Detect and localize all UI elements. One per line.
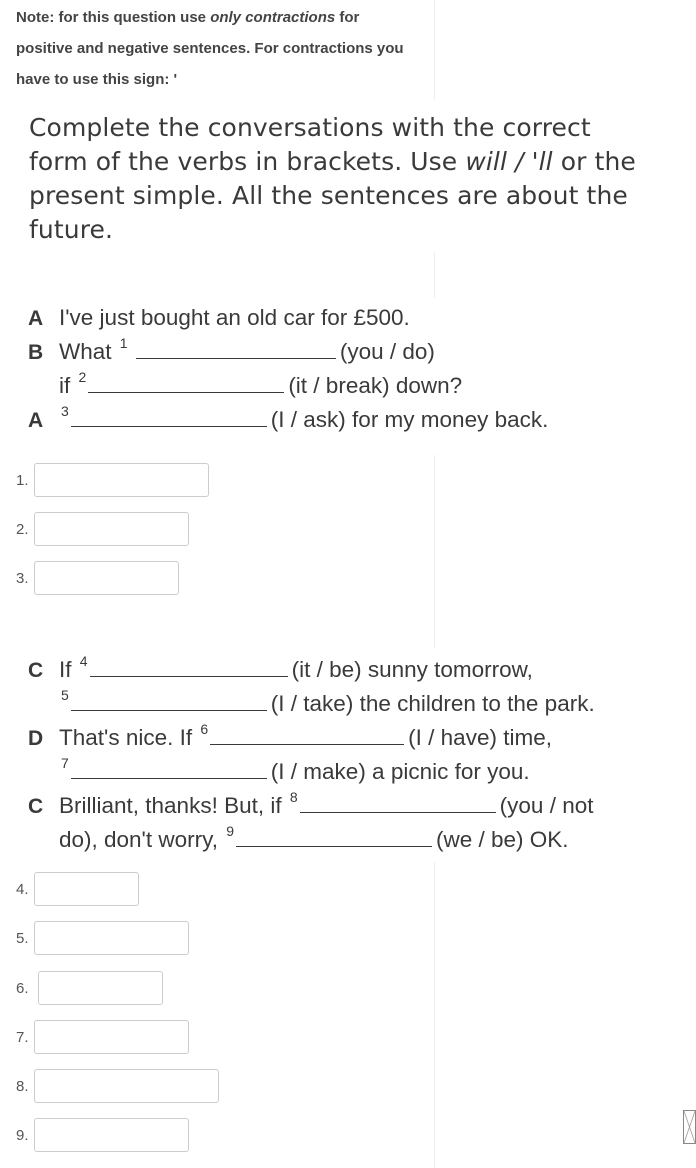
answer-number: 5. bbox=[16, 930, 29, 947]
dialogue-text: $^5$ (I / take) the children to the park. bbox=[61, 687, 595, 716]
answer-input-1[interactable] bbox=[34, 463, 209, 497]
answer-input-6[interactable] bbox=[38, 971, 163, 1005]
answer-number: 9. bbox=[16, 1127, 29, 1144]
gap-number: 6 bbox=[200, 721, 209, 737]
gap-line bbox=[236, 827, 432, 847]
answer-number: 6. bbox=[16, 980, 29, 997]
answer-input-7[interactable] bbox=[34, 1020, 189, 1054]
gap-line bbox=[88, 373, 284, 393]
dialogue-text: $^3$ (I / ask) for my money back. bbox=[61, 403, 549, 432]
gap-line bbox=[90, 657, 288, 677]
speaker-label: A bbox=[28, 307, 44, 330]
contraction-note: Note: for this question use only contractions for positive and negative sentences. For contractions you have to use this sign: ' bbox=[16, 9, 404, 88]
dialogue-text: $^7$ (I / make) a picnic for you. bbox=[61, 755, 530, 784]
gap-line bbox=[71, 691, 267, 711]
gap-line bbox=[71, 407, 267, 427]
gap-number: 4 bbox=[79, 653, 88, 669]
dialogue-text: That's nice. If $^6$ (I / have) time, bbox=[59, 721, 552, 750]
gap-line bbox=[71, 759, 267, 779]
speaker-label: C bbox=[28, 795, 44, 818]
column-divider bbox=[434, 252, 435, 298]
speaker-label: A bbox=[28, 409, 44, 432]
gap-number: 2 bbox=[78, 369, 87, 385]
dialogue-text: What $^1$ (you / do) bbox=[59, 335, 435, 364]
gap-number: 8 bbox=[289, 789, 298, 805]
gap-line bbox=[210, 725, 404, 745]
answer-input-2[interactable] bbox=[34, 512, 189, 546]
answer-input-5[interactable] bbox=[34, 921, 189, 955]
gap-number: 3 bbox=[61, 403, 69, 419]
answer-number: 8. bbox=[16, 1078, 29, 1095]
column-divider bbox=[434, 0, 435, 100]
gap-number: 7 bbox=[61, 755, 69, 771]
gap-line bbox=[136, 339, 336, 359]
answer-number: 7. bbox=[16, 1029, 29, 1046]
gap-line bbox=[300, 793, 496, 813]
dialogue-text: I've just bought an old car for £500. bbox=[59, 305, 410, 330]
dialogue-text: if $^2$ (it / break) down? bbox=[59, 369, 463, 398]
gap-number: 5 bbox=[61, 687, 69, 703]
answer-number: 4. bbox=[16, 881, 29, 898]
column-divider bbox=[434, 455, 435, 648]
answer-input-3[interactable] bbox=[34, 561, 179, 595]
speaker-label: C bbox=[28, 659, 44, 682]
dialogue-text: Brilliant, thanks! But, if $^8$ (you / not bbox=[59, 789, 594, 818]
answer-number: 3. bbox=[16, 570, 29, 587]
column-divider bbox=[434, 862, 435, 1168]
answer-number: 1. bbox=[16, 472, 29, 489]
answer-number: 2. bbox=[16, 521, 29, 538]
dialogue-text: do), don't worry, $^9$ (we / be) OK. bbox=[59, 823, 569, 852]
answer-input-9[interactable] bbox=[34, 1118, 189, 1152]
broken-image-icon bbox=[683, 1110, 696, 1144]
answer-input-8[interactable] bbox=[34, 1069, 219, 1103]
dialogue-text: If $^4$ (it / be) sunny tomorrow, bbox=[59, 653, 533, 682]
answer-input-4[interactable] bbox=[34, 872, 139, 906]
speaker-label: B bbox=[28, 341, 44, 364]
gap-number: 9 bbox=[226, 823, 235, 839]
exercise-instructions: Complete the conversations with the correct form of the verbs in brackets. Use will / 'll or the present simple. All the sentences are about the future. bbox=[29, 113, 636, 244]
speaker-label: D bbox=[28, 727, 44, 750]
gap-number: 1 bbox=[119, 335, 128, 351]
